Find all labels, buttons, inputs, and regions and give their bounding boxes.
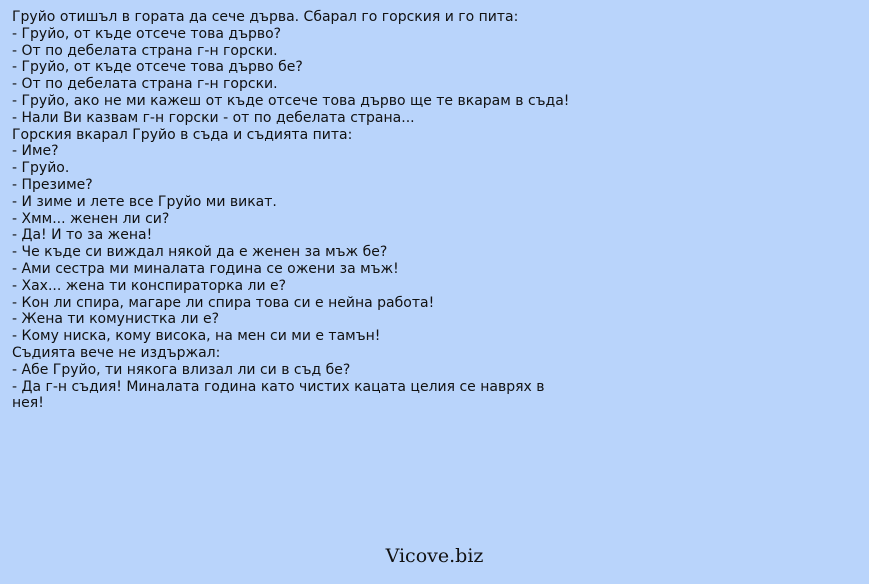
joke-line: - Име? [12,143,59,160]
joke-line: - Презиме? [12,176,93,193]
joke-line: - Хах... жена ти конспираторка ли е? [12,277,287,294]
joke-line: - И зиме и лете все Груйо ми викат. [12,193,277,210]
joke-line: - Жена ти комунистка ли е? [12,311,220,328]
joke-line: - Да! И то за жена! [12,227,153,244]
joke-line: - От по дебелата страна г-н горски. [12,42,278,59]
joke-line: - Груйо, ако не ми кажеш от къде отсече това дърво ще те вкарам в съда! [12,92,570,109]
joke-line: - Че къде си виждал някой да е женен за мъж бе? [12,244,388,261]
joke-line: - Груйо, от къде отсече това дърво? [12,25,282,42]
joke-line: - Хмм... женен ли си? [12,210,170,227]
footer-brand: Vicove.biz [385,545,484,567]
joke-line: - Абе Груйо, ти някога влизал ли си в съд бе? [12,361,351,378]
joke-line: - Груйо. [12,160,70,177]
joke-line: - Кон ли спира, магаре ли спира това си е нейна работа! [12,294,435,311]
joke-line: - Кому ниска, кому висока, на мен си ми е тамън! [12,328,381,345]
joke-line: - Да г-н съдия! Миналата година като чистих кацата целия се наврях в нея! [12,378,545,412]
joke-text [12,9,572,412]
joke-line: - От по дебелата страна г-н горски. [12,76,278,93]
joke-line: - Груйо, от къде отсече това дърво бе? [12,59,303,76]
joke-line: - Ами сестра ми миналата година се ожени за мъж! [12,260,399,277]
joke-line: Груйо отишъл в гората да сече дърва. Сбарал го горския и го пита: [12,9,519,25]
joke-line: Съдията вече не издържал: [12,344,221,361]
joke-line: Горския вкарал Груйо в съда и съдията пита: [12,126,353,143]
joke-line: - Нали Ви казвам г-н горски - от по дебелата страна... [12,109,415,126]
